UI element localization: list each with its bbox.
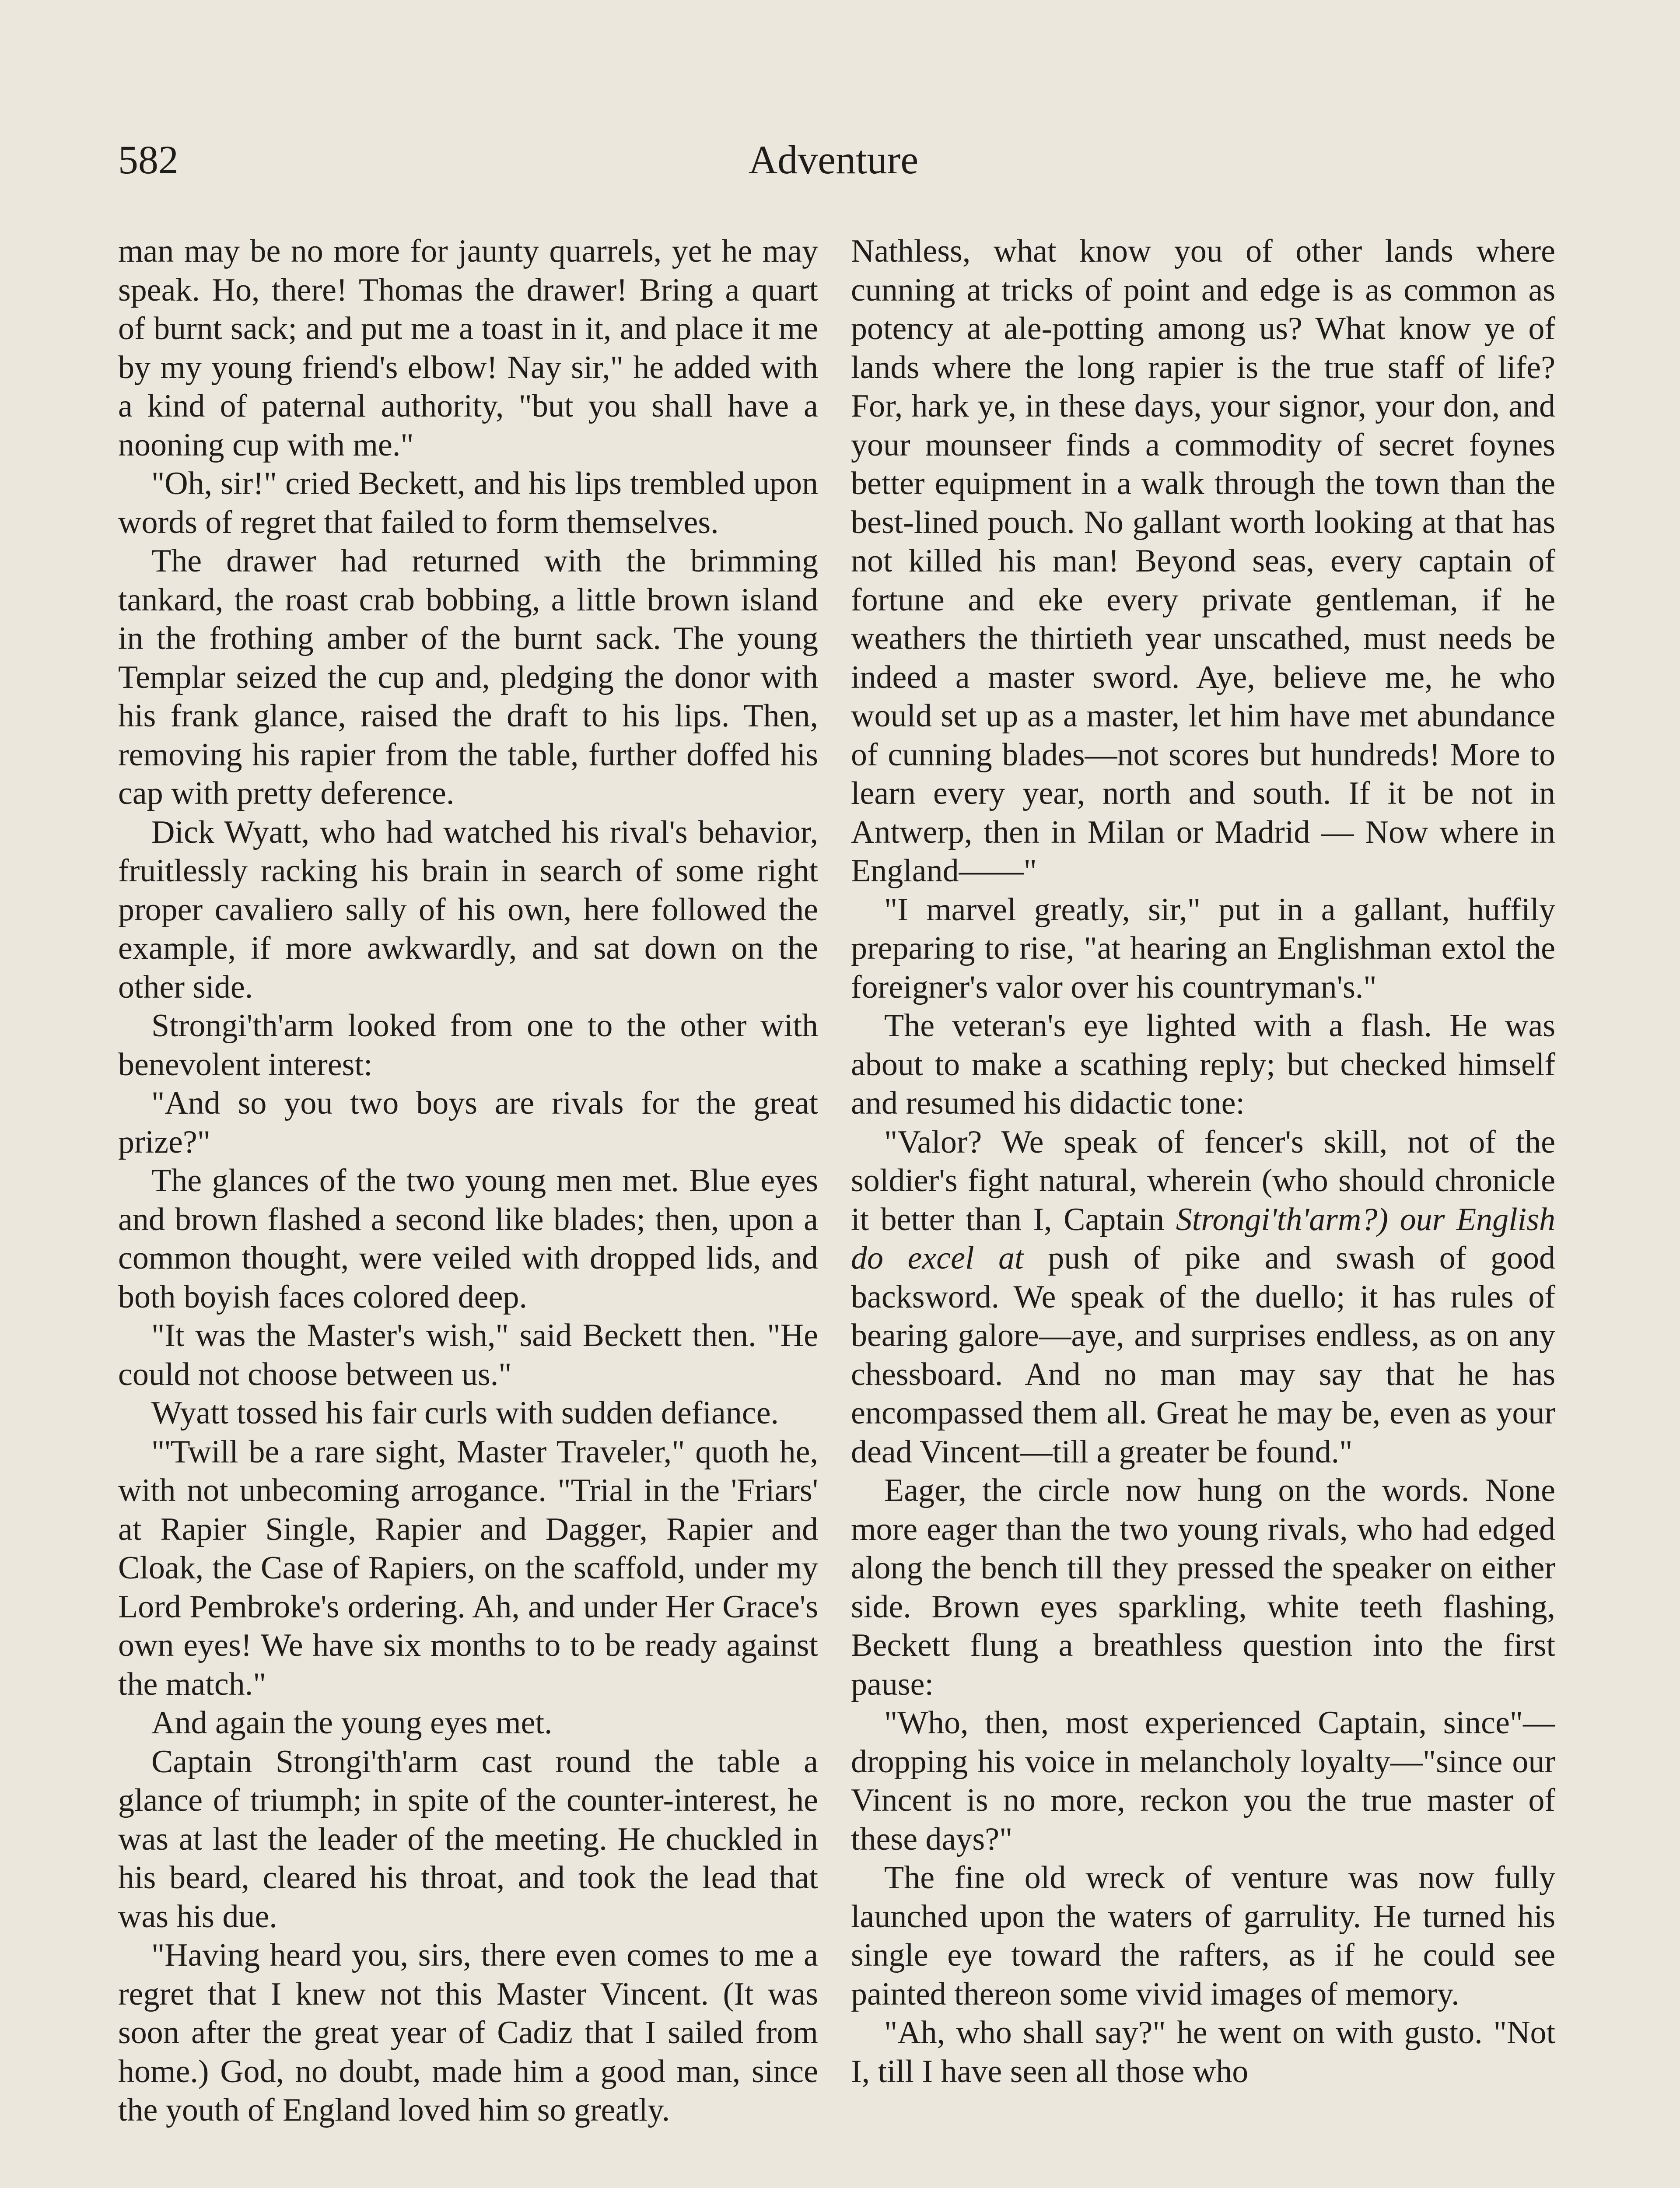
- page-number: 582: [118, 137, 178, 182]
- paragraph: "And so you two boys are rivals for the great prize?": [118, 1085, 818, 1160]
- paragraph: "Having heard you, sirs, there even comes to me a regret that I knew not this Master Vincent. (It was soon after the great year of Cadiz that I sailed from home.) God, no doubt, made him a good man, since the youth of England loved him so greatly.: [118, 1937, 818, 2128]
- text-run: "Valor? We speak of fencer's skill, not of the soldier's fight natural, wherein (who should chronicle it better than I, Captain: [851, 1124, 1555, 1238]
- italic-text-run: Strongi'th'arm?) our English do excel at: [851, 1201, 1555, 1276]
- paragraph: Captain Strongi'th'arm cast round the table a glance of triumph; in spite of the counter-interest, he was at last the leader of the meeting. He chuckled in his beard, cleared his throat, and took the lead that was his due.: [118, 1743, 818, 1935]
- paragraph: The glances of the two young men met. Blue eyes and brown flashed a second like blades; then, upon a common thought, were veiled with dropped lids, and both boyish faces colored deep.: [118, 1163, 818, 1315]
- paragraph: The fine old wreck of venture was now fully launched upon the waters of garrulity. He turned his single eye toward the rafters, as if he could see painted thereon some vivid images of memory.: [851, 1860, 1555, 2012]
- paragraph: And again the young eyes met.: [151, 1705, 553, 1741]
- text-run: push of pike and swash of good backsword. We speak of the duello; it has rules of bearing galore—aye, and surprises endless, as on any chessboard. And no man may say that he has encompassed them all. Great he may be, even as your dead Vincent—till a greater be found.": [851, 1240, 1555, 1470]
- paragraph: man may be no more for jaunty quarrels, yet he may speak. Ho, there! Thomas the drawer! Bring a quart of burnt sack; and put me a toast in it, and place it me by my young friend's elbow! Nay sir," he added with a kind of paternal authority, "but you shall have a nooning cup with me.": [118, 233, 818, 463]
- paragraph: Dick Wyatt, who had watched his rival's behavior, fruitlessly racking his brain in search of some right proper cavaliero sally of his own, here followed the example, if more awkwardly, and sat down on the other side.: [118, 814, 818, 1005]
- paragraph: Wyatt tossed his fair curls with sudden defiance.: [151, 1395, 779, 1431]
- paragraph: "'Twill be a rare sight, Master Traveler," quoth he, with not unbecoming arrogance. "Trial in the 'Friars' at Rapier Single, Rapier and Dagger, Rapier and Cloak, the Case of Rapiers, on the scaffold, under my Lord Pembroke's ordering. Ah, and under Her Grace's own eyes! We have six months to to be ready against the match.": [118, 1434, 818, 1702]
- page-header: [118, 131, 1549, 201]
- left-column: [118, 232, 818, 2188]
- paragraph: The veteran's eye lighted with a flash. He was about to make a scathing reply; but checked himself and resumed his didactic tone:: [851, 1008, 1555, 1121]
- paragraph: Nathless, what know you of other lands where cunning at tricks of point and edge is as common as potency at ale-potting among us? What know ye of lands where the long rapier is the true staff of life? For, hark ye, in these days, your signor, your don, and your mounseer finds a commodity of secret foynes better equipment in a walk through the town than the best-lined pouch. No gallant worth looking at that has not killed his man! Beyond seas, every captain of fortune and eke every private gentleman, if he weathers the thirtieth year unscathed, must needs be indeed a master sword. Aye, believe me, he who would set up as a master, let him have met abundance of cunning blades—not scores but hundreds! More to learn every year, north and south. If it be not in Antwerp, then in Milan or Madrid — Now where in England——": [851, 233, 1555, 889]
- paragraph: The drawer had returned with the brimming tankard, the roast crab bobbing, a little brown island in the frothing amber of the burnt sack. The young Templar seized the cup and, pledging the donor with his frank glance, raised the draft to his lips. Then, removing his rapier from the table, further doffed his cap with pretty deference.: [118, 543, 818, 811]
- paragraph: "Oh, sir!" cried Beckett, and his lips trembled upon words of regret that failed to form themselves.: [118, 466, 818, 540]
- paragraph: Eager, the circle now hung on the words. None more eager than the two young rivals, who had edged along the bench till they pressed the speaker on either side. Brown eyes sparkling, white teeth flashing, Beckett flung a breathless question into the first pause:: [851, 1473, 1555, 1702]
- paragraph: "It was the Master's wish," said Beckett then. "He could not choose between us.": [118, 1318, 818, 1392]
- paragraph: Strongi'th'arm looked from one to the other with benevolent interest:: [118, 1008, 818, 1083]
- running-title: Adventure: [748, 137, 919, 182]
- paragraph: "I marvel greatly, sir," put in a gallant, huffily preparing to rise, "at hearing an Englishman extol the foreigner's valor over his countryman's.": [851, 891, 1555, 1005]
- right-column: [851, 232, 1555, 2188]
- paragraph: [851, 1123, 1555, 1472]
- paragraph: "Who, then, most experienced Captain, since"—dropping his voice in melancholy loyalty—"since our Vincent is no more, reckon you the true master of these days?": [851, 1705, 1555, 1857]
- paragraph: "Ah, who shall say?" he went on with gusto. "Not I, till I have seen all those who: [851, 2015, 1555, 2090]
